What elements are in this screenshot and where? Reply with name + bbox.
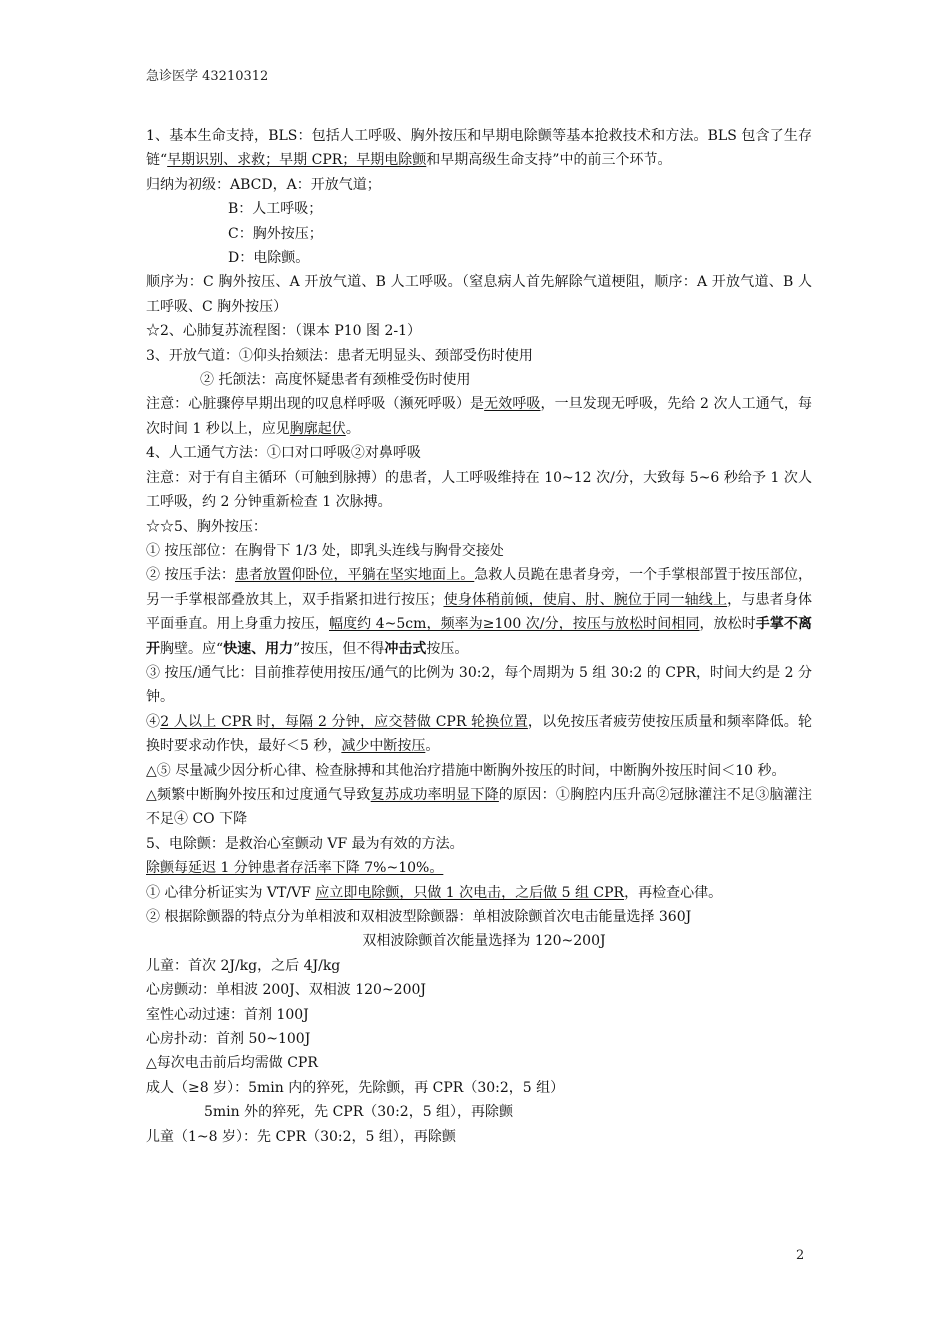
section-5-compressions: ☆☆5、胸外按压： <box>146 518 267 535</box>
vt-energy: 室性心动过速：首剂 100J <box>146 1006 309 1023</box>
section-3-jaw-thrust: ② 托颌法：高度怀疑患者有颈椎受伤时使用 <box>200 372 471 389</box>
abcd-c: C：胸外按压； <box>228 225 323 242</box>
defibrillation-vt-vf: ① 心律分析证实为 VT/VF 应立即电除颤，只做 1 次电击，之后做 5 组 CPR，再检查心律。 <box>146 884 723 901</box>
abcd-d: D：电除颤。 <box>228 250 310 267</box>
document-body <box>146 124 812 1149</box>
adult-sequence-within-5min: 成人（≥8 岁）：5min 内的猝死，先除颤，再 CPR（30:2，5 组） <box>146 1079 565 1096</box>
defibrillation-title: 5、电除颤：是救治心室颤动 VF 最为有效的方法。 <box>146 835 464 852</box>
adult-sequence-after-5min: 5min 外的猝死，先 CPR（30:2，5 组），再除颤 <box>204 1104 514 1121</box>
compression-site: ① 按压部位：在胸骨下 1/3 处，即乳头连线与胸骨交接处 <box>146 542 504 559</box>
interruption-causes: △频繁中断胸外按压和过度通气导致复苏成功率明显下降的原因：①胸腔内压升高②冠脉灌注不足③脑灌注不足④ CO 下降 <box>146 786 812 828</box>
section-1-bls: 1、基本生命支持，BLS：包括人工呼吸、胸外按压和早期电除颤等基本抢救技术和方法。BLS 包含了生存链“早期识别、求救；早期 CPR；早期电除颤和早期高级生命支持”中的前三个环节。 <box>146 128 812 169</box>
biphasic-energy: 双相波除颤首次能量选择为 120~200J <box>362 933 606 950</box>
compression-ventilation-ratio: ③ 按压/通气比：目前推荐使用按压/通气的比例为 30:2，每个周期为 5 组 30:2 的 CPR，时间大约是 2 分钟。 <box>146 664 812 706</box>
section-3-airway: 3、开放气道：①仰头抬颏法：患者无明显头、颈部受伤时使用 <box>146 347 533 364</box>
note-ventilation-rate: 注意：对于有自主循环（可触到脉搏）的患者，人工呼吸维持在 10~12 次/分，大致每 5~6 秒给予 1 次人工呼吸，约 2 分钟重新检查 1 次脉搏。 <box>146 469 812 511</box>
note-agonal-breathing: 注意：心脏骤停早期出现的叹息样呼吸（濒死呼吸）是无效呼吸，一旦发现无呼吸，先给 2 次人工通气，每次时间 1 秒以上，应见胸廓起伏。 <box>146 396 812 437</box>
minimize-interruptions: △⑤ 尽量减少因分析心律、检查脉搏和其他治疗措施中断胸外按压的时间，中断胸外按压时间＜10 秒。 <box>146 762 786 779</box>
section-4-ventilation: 4、人工通气方法：①口对口呼吸②对鼻呼吸 <box>146 445 421 462</box>
page-number: 2 <box>796 1248 805 1263</box>
defibrillator-types: ② 根据除颤器的特点分为单相波和双相波型除颤器：单相波除颤首次电击能量选择 360J <box>146 909 692 925</box>
abcd-title: 归纳为初级：ABCD，A：开放气道； <box>146 176 381 193</box>
cpr-order: 顺序为：C 胸外按压、A 开放气道、B 人工呼吸。（窒息病人首先解除气道梗阻，顺序：A 开放气道、B 人工呼吸、C 胸外按压） <box>146 274 812 315</box>
compression-technique: ② 按压手法：患者放置仰卧位，平躺在坚实地面上。急救人员跪在患者身旁，一个手掌根部置于按压部位，另一手掌根部叠放其上，双手指紧扣进行按压；使身体稍前倾，使肩、肘、腕位于同一轴线上，与患者身体平面垂直。用上身重力按压，幅度约 4~5cm，频率为≥100 次/分，按压与放松时间相同，放松时手掌不离开胸壁。应“快速、用力”按压，但不得冲击式按压。 <box>146 567 813 657</box>
section-2-flowchart: ☆2、心肺复苏流程图：（课本 P10 图 2-1） <box>146 323 422 340</box>
page-header: 急诊医学 43210312 <box>146 69 269 84</box>
defibrillation-delay: 除颤每延迟 1 分钟患者存活率下降 7%~10%。 <box>146 860 444 877</box>
cpr-each-shock: △每次电击前后均需做 CPR <box>146 1055 318 1072</box>
rescuer-rotation: ④2 人以上 CPR 时，每隔 2 分钟，应交替做 CPR 轮换位置，以免按压者疲劳使按压质量和频率降低。轮换时要求动作快，最好＜5 秒，减少中断按压。 <box>146 713 813 755</box>
atrial-flutter-energy: 心房扑动：首剂 50~100J <box>146 1031 311 1048</box>
abcd-b: B：人工呼吸； <box>228 201 323 218</box>
atrial-fibrillation-energy: 心房颤动：单相波 200J、双相波 120~200J <box>146 982 427 999</box>
child-sequence: 儿童（1~8 岁）：先 CPR（30:2，5 组），再除颤 <box>146 1128 456 1145</box>
child-energy: 儿童：首次 2J/kg，之后 4J/kg <box>146 957 341 974</box>
